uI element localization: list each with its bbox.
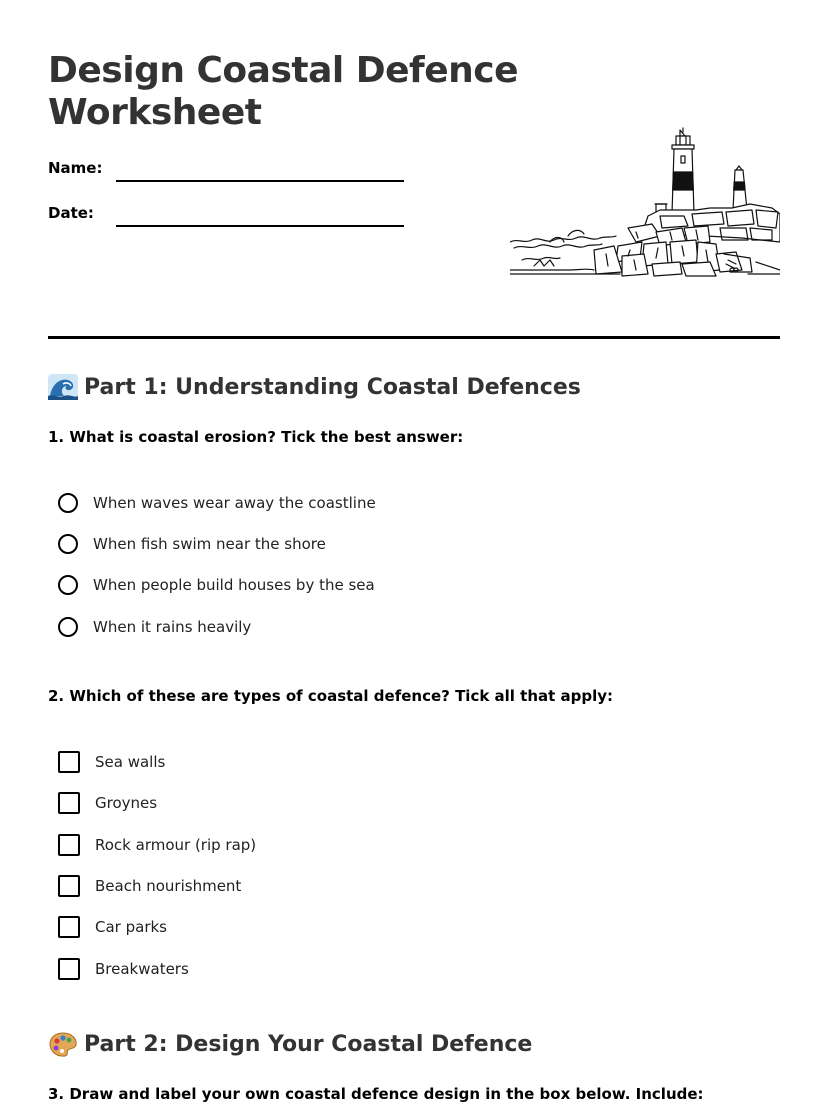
header-divider [48,336,780,339]
option-label: Car parks [95,918,167,936]
q2-option-3[interactable] [58,833,256,857]
q2-option-5[interactable] [58,915,167,939]
option-label: Sea walls [95,753,166,771]
option-label: Breakwaters [95,960,189,978]
question-3: 3. Draw and label your own coastal defence design in the box below. Include: [48,1085,704,1103]
part1-heading [48,374,581,400]
name-label: Name: [48,159,103,177]
radio-button[interactable] [58,534,78,554]
option-label: Beach nourishment [95,877,242,895]
wave-emoji-icon [48,374,78,400]
radio-button[interactable] [58,493,78,513]
name-field[interactable] [116,180,404,182]
part2-heading-text: Part 2: Design Your Coastal Defence [84,1031,533,1057]
radio-button[interactable] [58,575,78,595]
checkbox[interactable] [58,792,80,814]
part1-heading-text: Part 1: Understanding Coastal Defences [84,374,581,400]
checkbox[interactable] [58,875,80,897]
q1-option-4[interactable] [58,615,251,639]
radio-button[interactable] [58,617,78,637]
checkbox[interactable] [58,916,80,938]
q2-option-6[interactable] [58,957,189,981]
option-label: When fish swim near the shore [93,535,326,553]
q1-option-1[interactable] [58,491,376,515]
lighthouse-illustration-icon [510,124,780,280]
part2-heading [48,1031,532,1057]
checkbox[interactable] [58,958,80,980]
option-label: Groynes [95,794,158,812]
q1-option-3[interactable] [58,573,375,597]
option-label: When waves wear away the coastline [93,494,376,512]
q1-option-2[interactable] [58,532,326,556]
date-label: Date: [48,204,94,222]
question-2: 2. Which of these are types of coastal defence? Tick all that apply: [48,687,614,705]
q2-option-2[interactable] [58,791,157,815]
worksheet-page [48,0,780,1118]
checkbox[interactable] [58,751,80,773]
worksheet-title: Design Coastal Defence Worksheet [48,50,519,133]
checkbox[interactable] [58,834,80,856]
q2-option-4[interactable] [58,874,241,898]
option-label: When it rains heavily [93,618,252,636]
palette-emoji-icon [48,1031,78,1057]
q2-option-1[interactable] [58,750,165,774]
date-field[interactable] [116,225,404,227]
option-label: Rock armour (rip rap) [95,836,257,854]
option-label: When people build houses by the sea [93,576,375,594]
question-1: 1. What is coastal erosion? Tick the best answer: [48,428,464,446]
